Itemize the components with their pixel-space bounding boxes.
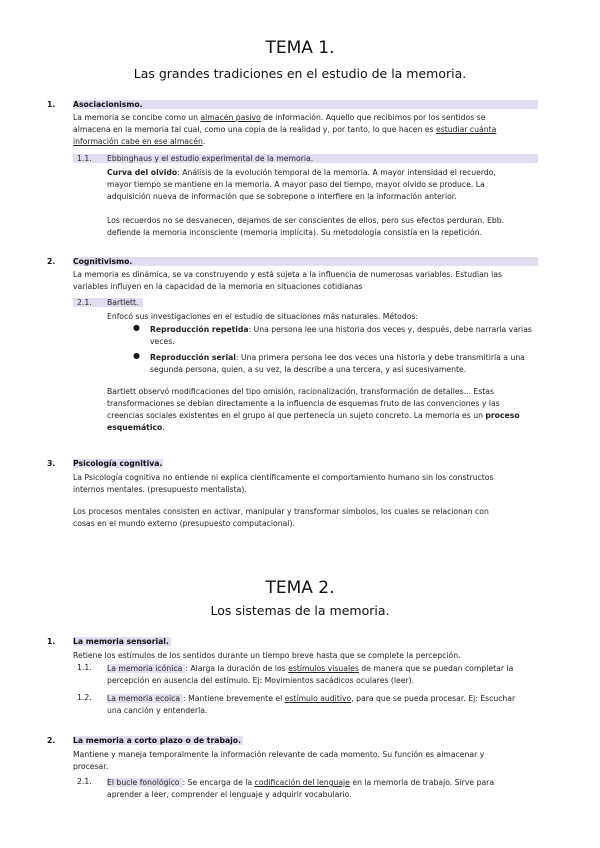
tema1-title: TEMA 1.: [265, 38, 335, 58]
bartlett-intro: Enfocó sus investigaciones en el estudio de situaciones más naturales. Métodos:: [107, 312, 419, 321]
bullet-dot: ●: [133, 351, 140, 360]
asociacionismo-paragraph: La memoria se concibe como un almacén pasivo de información. Aquello que recibimos por los sentidos se almacena en la memoria tal cual, como una copia de la realidad y, por tanto, lo que hacen es estudiar cuánta información cabe en ese almacén.: [73, 113, 497, 146]
item-number: 1.2.: [77, 693, 92, 702]
bullet-dot: ●: [133, 323, 140, 332]
psicologia-cognitiva-paragraph-2: Los procesos mentales consisten en activar, manipular y transformar símbolos, los cuales se relacionan con cosas en el mundo externo (presupuesto computacional).: [73, 507, 489, 528]
tema1-subtitle: Las grandes tradiciones en el estudio de la memoria.: [133, 66, 467, 81]
section-number: 2.: [47, 736, 56, 745]
tema2-title: TEMA 2.: [265, 578, 335, 598]
item-memoria-ecoica: La memoria ecoica : Mantiene brevemente el estímulo auditivo, para que se pueda procesar. Ej: Escuchar una canción y entenderla.: [107, 694, 516, 715]
section-heading-memoria-sensorial: La memoria sensorial.: [73, 637, 171, 646]
subsection-ebbinghaus: 1.1. Ebbinghaus y el estudio experimental de la memoria.: [73, 154, 538, 163]
section-number: 3.: [47, 459, 56, 468]
item-number: 2.1.: [77, 777, 92, 786]
tema2-subtitle: Los sistemas de la memoria.: [210, 603, 390, 618]
bullet-reproduccion-serial: Reproducción serial: Una primera persona lee dos veces una historia y debe transmitirla a una segunda persona, quien, a su vez, la describe a una tercera, y así sucesivamente.: [150, 353, 525, 374]
section-number: 1.: [47, 637, 56, 646]
section-heading-memoria-corto-plazo: La memoria a corto plazo o de trabajo.: [73, 736, 243, 745]
memoria-sensorial-paragraph: Retiene los estímulos de los sentidos durante un tiempo breve hasta que se complete la percepción.: [73, 651, 461, 660]
section-heading-psicologia-cognitiva: Psicología cognitiva.: [73, 459, 163, 468]
item-bucle-fonologico: El bucle fonológico : Se encarga de la codificación del lenguaje en la memoria de trabajo. Sirve para aprender a leer, comprender el lenguaje y adquirir vocabulario.: [107, 778, 495, 799]
section-heading-asociacionismo: Asociacionismo.: [73, 100, 538, 109]
memoria-corto-plazo-paragraph: Mantiene y maneja temporalmente la información relevante de cada momento. Su función es almacenar y procesar.: [73, 750, 485, 771]
item-number: 1.1.: [77, 663, 92, 672]
section-number: 1.: [47, 100, 56, 109]
subsection-bartlett: 2.1. Bartlett.: [73, 298, 143, 307]
cognitivismo-paragraph: La memoria es dinámica, se va construyendo y está sujeta a la influencia de numerosas variables. Estudian las variables influyen en la capacidad de la memoria en situaciones cotidianas: [73, 270, 502, 291]
bartlett-observation-paragraph: Bartlett observó modificaciones del tipo omisión, racionalización, transformación de detalles... Estas transformaciones se debían directamente a la influencia de esquemas fruto de las convenciones y las creencias sociales existentes en el grupo al que pertenecía un sujeto concreto. La memoria es un proceso esquemático.: [107, 387, 520, 432]
item-memoria-iconica: La memoria icónica : Alarga la duración de los estímulos visuales de manera que se puedan completar la percepción en ausencia del estímulo. Ej: Movimientos sacádicos oculares (leer).: [107, 664, 514, 685]
bullet-reproduccion-repetida: Reproducción repetida: Una persona lee una historia dos veces y, después, debe narrarla varias veces.: [150, 325, 532, 346]
section-heading-cognitivismo: Cognitivismo.: [73, 257, 538, 266]
curva-del-olvido-paragraph: Curva del olvido: Análisis de la evolución temporal de la memoria. A mayor intensidad el recuerdo, mayor tiempo se mantiene en la memoria. A mayor paso del tiempo, mayor olvido se produce. La adquisición nueva de información que se sobrepone o interfiere en la información anterior.: [107, 168, 496, 201]
psicologia-cognitiva-paragraph-1: La Psicología cognitiva no entiende ni explica científicamente el comportamiento humano sin los constructos internos mentales. (presupuesto mentalista).: [73, 473, 494, 494]
recuerdos-paragraph: Los recuerdos no se desvanecen, dejamos de ser conscientes de ellos, pero sus efectos perduran. Ebb. defiende la memoria inconsciente (memoria implícita). Su metodología consistía en la repetición.: [107, 216, 505, 237]
section-number: 2.: [47, 257, 56, 266]
